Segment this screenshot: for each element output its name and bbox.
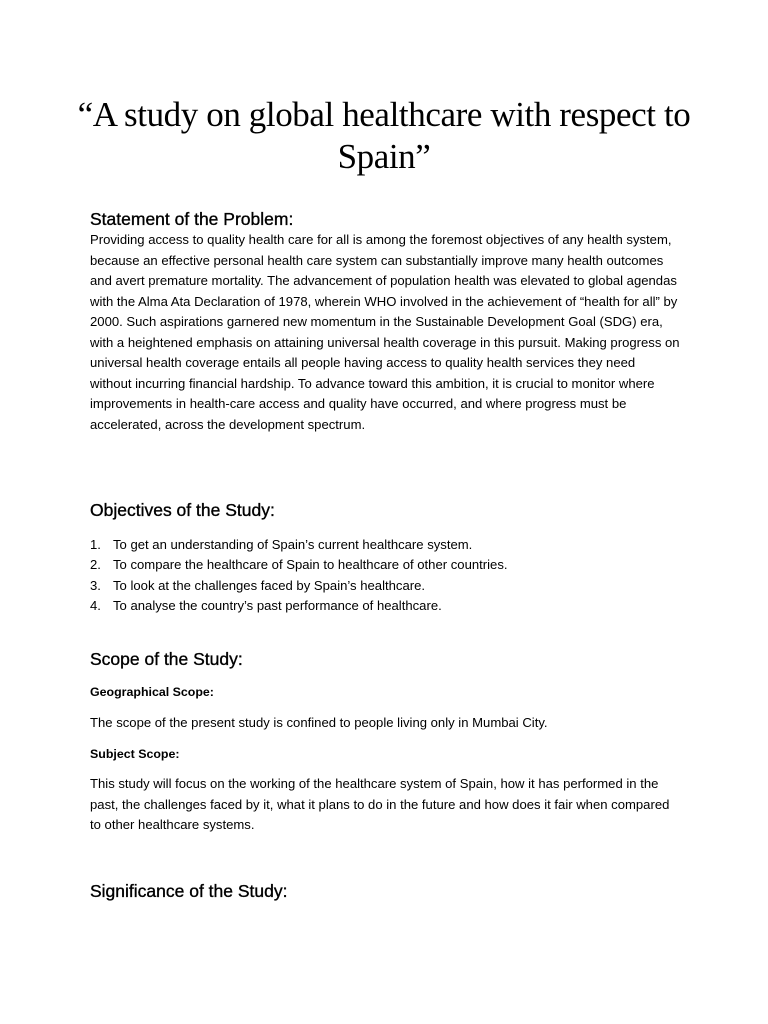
section-heading-scope: Scope of the Study:	[90, 649, 243, 669]
subject-scope-text: This study will focus on the working of the healthcare system of Spain, how it has performed in the past, the challenges faced by it, what it plans to do in the future and how does it fair when compared to other healthcare systems.	[90, 776, 670, 832]
list-item-text: To compare the healthcare of Spain to healthcare of other countries.	[113, 557, 508, 573]
section-heading-significance: Significance of the Study:	[90, 881, 288, 901]
geographical-scope-text: The scope of the present study is confined to people living only in Mumbai City.	[90, 715, 548, 730]
objectives-list	[90, 535, 508, 617]
list-item-text: To analyse the country’s past performance of healthcare.	[113, 598, 442, 614]
section-heading-objectives: Objectives of the Study:	[90, 500, 275, 520]
section-heading-problem: Statement of the Problem:	[90, 209, 294, 229]
document-title: “A study on global healthcare with respect to Spain”	[77, 95, 691, 176]
list-item-number: 1.	[90, 537, 101, 552]
list-item	[90, 555, 508, 575]
list-item-text: To look at the challenges faced by Spain’s healthcare.	[113, 577, 426, 593]
subject-scope-label: Subject Scope:	[90, 747, 180, 761]
list-item-number: 2.	[90, 557, 101, 573]
list-item	[90, 535, 508, 555]
list-item-number: 4.	[90, 598, 101, 614]
list-item-text: To get an understanding of Spain’s current healthcare system.	[113, 537, 473, 552]
problem-paragraph: Providing access to quality health care for all is among the foremost objectives of any health system, because an effective personal health care system can substantially improve many health outcomes and avert premature mortality. The advancement of population health was elevated to global agendas with the Alma Ata Declaration of 1978, wherein WHO involved in the achievement of “health for all” by 2000. Such aspirations garnered new momentum in the Sustainable Development Goal (SDG) era, with a heightened emphasis on attaining universal health coverage in this pursuit. Making progress on universal health coverage entails all people having access to quality health services they need without incurring financial hardship. To advance toward this ambition, it is crucial to monitor where improvements in health-care access and quality have occurred, and where progress must be accelerated, across the development spectrum.	[90, 232, 680, 432]
list-item	[90, 596, 508, 616]
list-item-number: 3.	[90, 577, 101, 593]
geographical-scope-label: Geographical Scope:	[90, 685, 214, 699]
list-item	[90, 576, 508, 596]
